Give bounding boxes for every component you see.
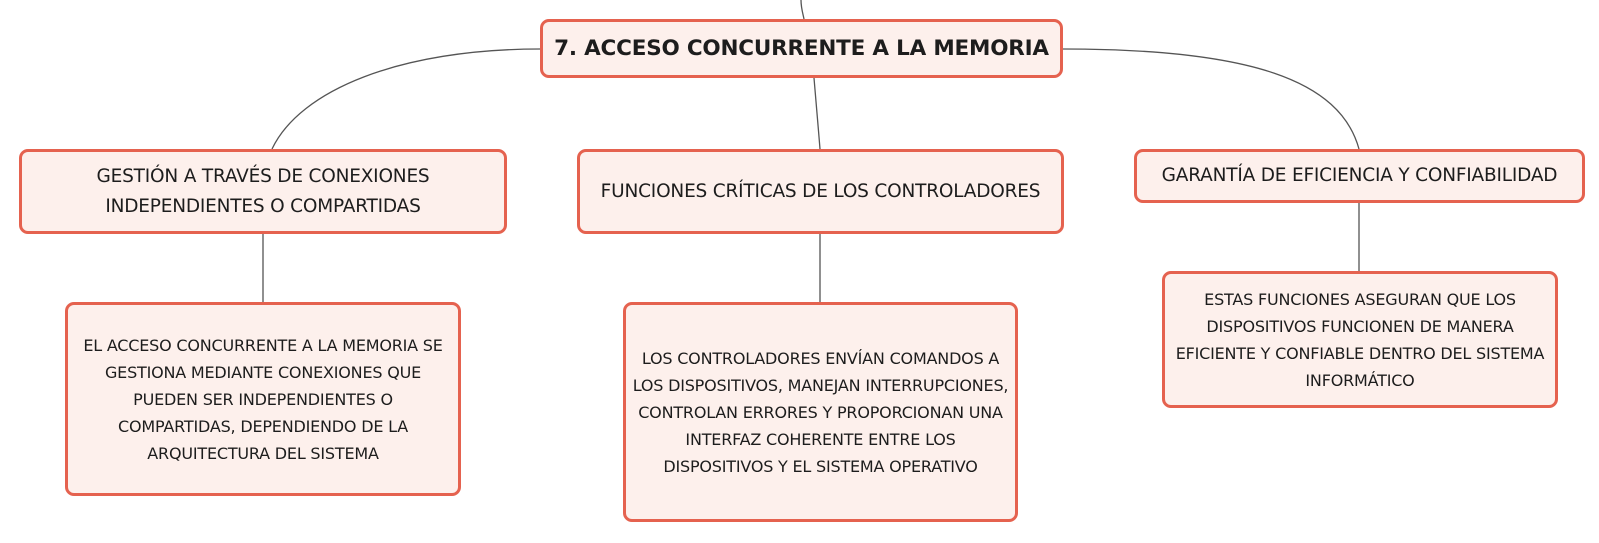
- connector-root-to-center-branch: [814, 78, 820, 149]
- root-node[interactable]: [540, 19, 1063, 78]
- detail-node-text: LOS CONTROLADORES ENVÍAN COMANDOS A LOS DISPOSITIVOS, MANEJAN INTERRUPCIONES, CONTROLAN ERRORES Y PROPORCIONAN UNA INTERFAZ COHERENTE ENTRE LOS DISPOSITIVOS Y EL SISTEMA OPERATIVO: [632, 348, 1009, 476]
- branch-node-controllers[interactable]: [577, 149, 1064, 234]
- detail-node-connections[interactable]: [65, 302, 461, 496]
- branch-node-efficiency[interactable]: [1134, 149, 1585, 203]
- detail-node-text: EL ACCESO CONCURRENTE A LA MEMORIA SE GESTIONA MEDIANTE CONEXIONES QUE PUEDEN SER INDEPENDIENTES O COMPARTIDAS, DEPENDIENDO DE LA ARQUITECTURA DEL SISTEMA: [83, 335, 443, 463]
- connector-root-to-right-branch: [1063, 49, 1359, 149]
- connector-root-to-left-branch: [272, 49, 540, 149]
- connector-parent-to-root: [801, 0, 804, 19]
- detail-node-efficiency[interactable]: [1162, 271, 1558, 408]
- branch-node-label: FUNCIONES CRÍTICAS DE LOS CONTROLADORES: [600, 180, 1041, 202]
- branch-node-connections[interactable]: [19, 149, 507, 234]
- detail-node-controllers[interactable]: [623, 302, 1018, 522]
- branch-node-label: GESTIÓN A TRAVÉS DE CONEXIONES INDEPENDIENTES O COMPARTIDAS: [96, 165, 430, 217]
- detail-node-text: ESTAS FUNCIONES ASEGURAN QUE LOS DISPOSITIVOS FUNCIONEN DE MANERA EFICIENTE Y CONFIABLE DENTRO DEL SISTEMA INFORMÁTICO: [1175, 289, 1545, 390]
- branch-node-label: GARANTÍA DE EFICIENCIA Y CONFIABILIDAD: [1161, 165, 1558, 186]
- root-node-label: 7. ACCESO CONCURRENTE A LA MEMORIA: [554, 36, 1049, 61]
